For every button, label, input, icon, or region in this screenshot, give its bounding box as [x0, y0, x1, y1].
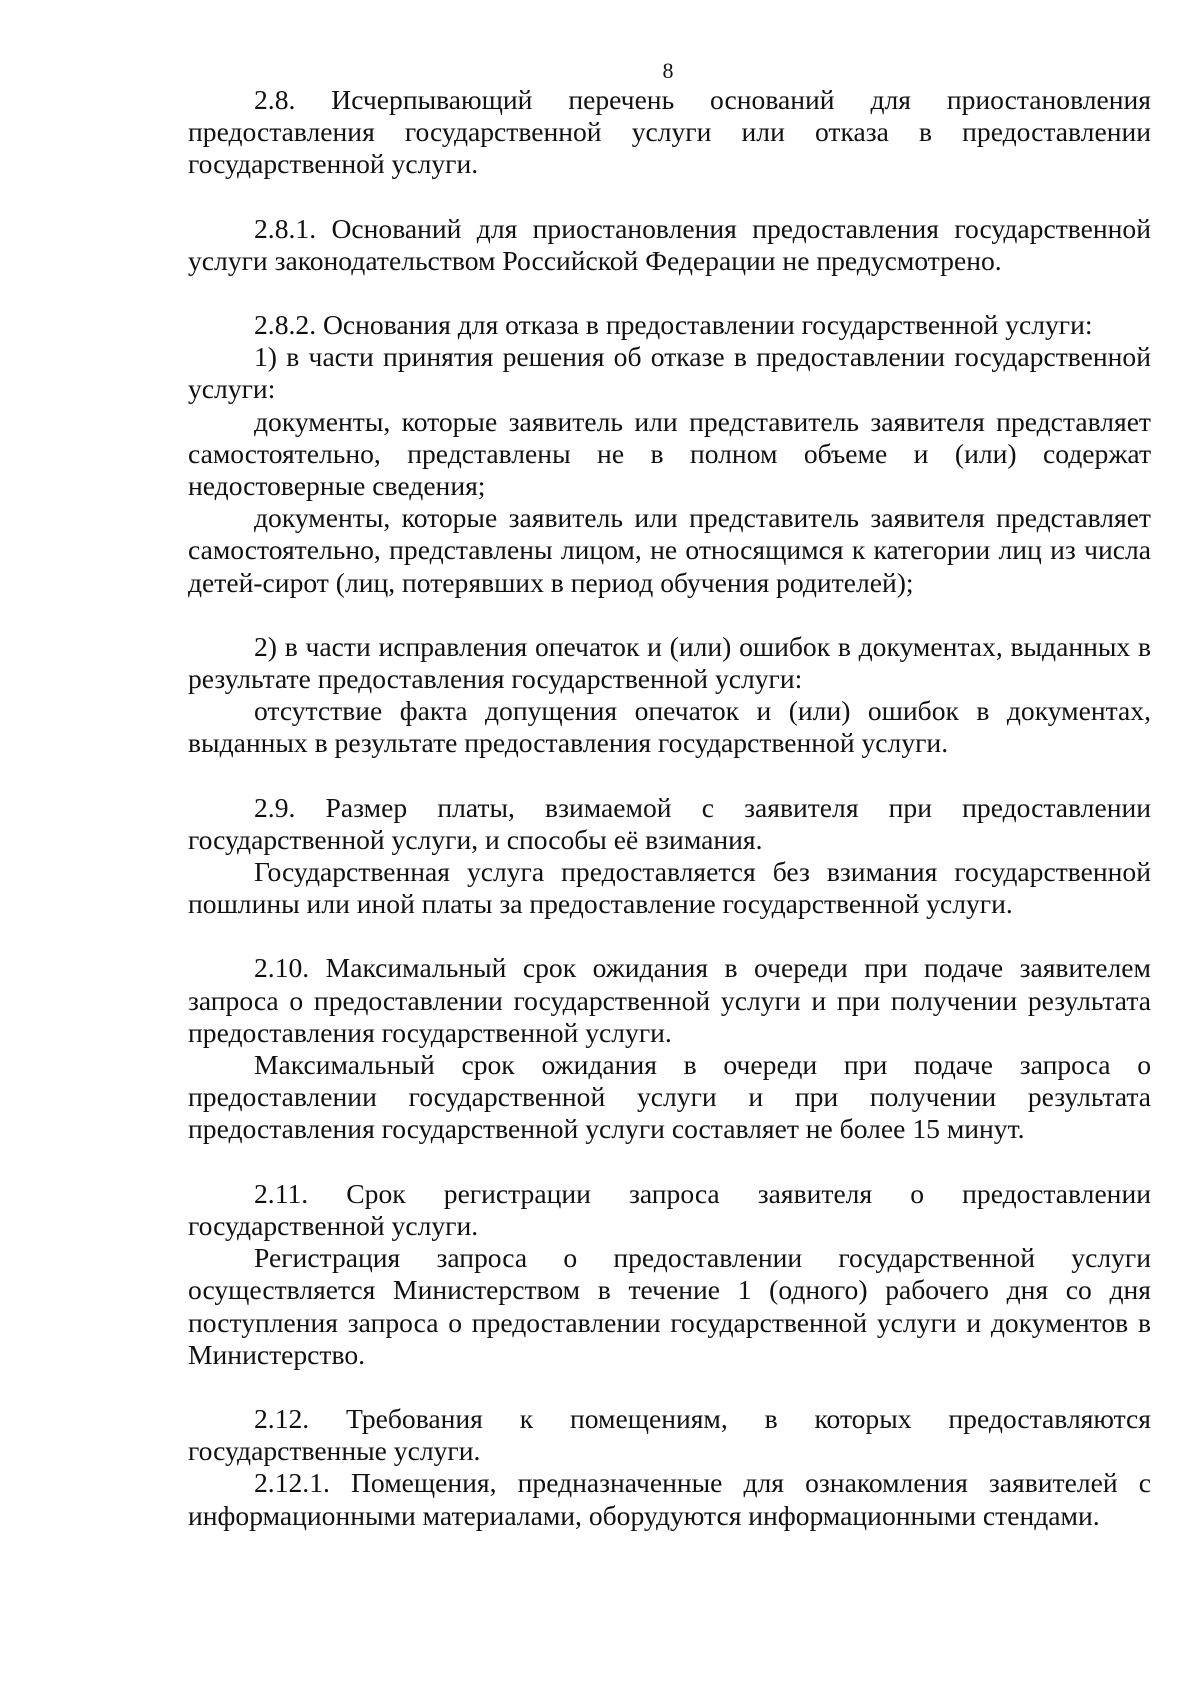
page-number: 8: [662, 58, 674, 83]
refusal-decision-item: 1) в части принятия решения об отказе в предоставлении государственной услуги:: [188, 341, 1151, 405]
no-typo-fact-item: отсутствие факта допущения опечаток и (или) ошибок в документах, выданных в результате предоставления государственной услуги.: [188, 695, 1151, 759]
document-body: [188, 84, 1151, 1532]
section-2-8-2-heading: 2.8.2. Основания для отказа в предоставлении государственной услуги:: [254, 309, 1093, 341]
section-2-12-heading: 2.12. Требования к помещениям, в которых предоставляются государственные услуги.: [188, 1402, 1151, 1467]
incomplete-documents-item: документы, которые заявитель или представитель заявителя представляет самостоятельно, представлены не в полном объеме и (или) содержат недостоверные сведения;: [188, 405, 1151, 502]
section-2-11-heading: 2.11. Срок регистрации запроса заявителя о предоставлении государственной услуги.: [188, 1177, 1151, 1241]
section-2-10-heading: 2.10. Максимальный срок ожидания в очереди при подаче заявителем запроса о предоставлении государственной услуги и при получении результата предоставления государственной услуги.: [188, 952, 1151, 1048]
section-2-12-1-paragraph: 2.12.1. Помещения, предназначенные для ознакомления заявителей с информационными материалами, оборудуются информационными стендами.: [188, 1467, 1151, 1531]
typo-correction-item: 2) в части исправления опечаток и (или) ошибок в документах, выданных в результате предоставления государственной услуги:: [188, 630, 1151, 695]
section-2-9-heading: 2.9. Размер платы, взимаемой с заявителя при предоставлении государственной услуги, и способы её взимания.: [188, 791, 1151, 855]
section-2-8-1-paragraph: 2.8.1. Оснований для приостановления предоставления государственной услуги законодательством Российской Федерации не предусмотрено.: [188, 212, 1151, 276]
section-2-9-paragraph: Государственная услуга предоставляется без взимания государственной пошлины или иной платы за предоставление государственной услуги.: [188, 856, 1151, 920]
section-2-11-paragraph: Регистрация запроса о предоставлении государственной услуги осуществляется Министерством в течение 1 (одного) рабочего дня со дня поступления запроса о предоставлении государственной услуги и документов в Министерство.: [188, 1242, 1151, 1370]
non-category-person-item: документы, которые заявитель или представитель заявителя представляет самостоятельно, представлены лицом, не относящимся к категории лиц из числа детей-сирот (лиц, потерявших в период обучения родителей);: [188, 502, 1151, 598]
section-2-10-paragraph: Максимальный срок ожидания в очереди при подаче запроса о предоставлении государственной услуги и при получении результата предоставления государственной услуги составляет не более 15 минут.: [188, 1049, 1151, 1145]
section-2-8-heading: 2.8. Исчерпывающий перечень оснований для приостановления предоставления государственной услуги или отказа в предоставлении государственной услуги.: [188, 84, 1151, 180]
